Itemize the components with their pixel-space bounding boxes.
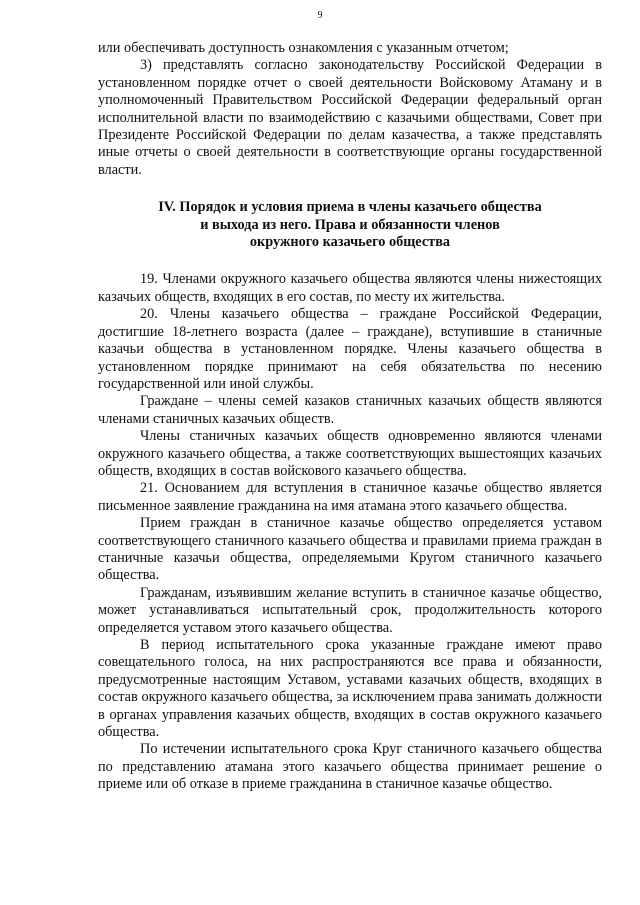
paragraph-probation: Гражданам, изъявившим желание вступить в станичное казачье общество, может устанавливаться испытательный срок, продолжительность которого определяется уставом этого казачьего общества. <box>98 584 602 636</box>
paragraph-probation-end: По истечении испытательного срока Круг станичного казачьего общества по представлению атамана этого казачьего общества принимает решение о приеме или об отказе в приеме гражданина в станичное казачье общество. <box>98 741 602 793</box>
document-body <box>98 40 602 794</box>
paragraph-continued: или обеспечивать доступность ознакомления с указанным отчетом; <box>98 40 509 56</box>
paragraph-admission: Прием граждан в станичное казачье общество определяется уставом соответствующего станичного казачьего общества и правилами приема граждан в станичные казачьи общества, определяемыми Кругом станичного казачьего общества. <box>98 515 602 584</box>
paragraph-21: 21. Основанием для вступления в станичное казачье общество является письменное заявление гражданина на имя атамана этого казачьего общества. <box>98 480 602 514</box>
section-heading-line: IV. Порядок и условия приема в члены казачьего общества <box>158 199 542 216</box>
section-heading-line: окружного казачьего общества <box>249 234 451 251</box>
section-heading <box>98 199 602 251</box>
paragraph-probation-rights: В период испытательного срока указанные граждане имеют право совещательного голоса, на них распространяются все права и обязанности, предусмотренные настоящим Уставом, уставами казачьих обществ, входящих в состав окружного казачьего общества, за исключением права занимать должности в органах управления казачьих обществ, входящих в состав окружного казачьего общества. <box>98 637 602 741</box>
paragraph-family-members: Граждане – члены семей казаков станичных казачьих обществ являются членами станичных казачьих обществ. <box>98 393 602 427</box>
section-heading-line: и выхода из него. Права и обязанности членов <box>200 216 500 233</box>
paragraph-20: 20. Члены казачьего общества – граждане Российской Федерации, достигшие 18-летнего возраста (далее – граждане), вступившие в станичные казачьи общества в установленном порядке. Члены казачьего общества в установленном порядке принимают на себя обязательства по несению государственной или иной службы. <box>98 306 602 392</box>
paragraph-item-3: 3) представлять согласно законодательству Российской Федерации в установленном порядке отчет о своей деятельности Войсковому Атаману и в уполномоченный Правительством Российской Федерации федеральный орган исполнительной власти по взаимодействию с казачьими обществами, Совет при Президенте Российской Федерации по делам казачества, а также представлять иные отчеты о своей деятельности в соответствующие органы государственной власти. <box>98 57 602 178</box>
paragraph-dual-membership: Члены станичных казачьих обществ одновременно являются членами окружного казачьего общества, а также соответствующих вышестоящих казачьих обществ, входящих в состав войскового казачьего общества. <box>98 428 602 479</box>
paragraph-19: 19. Членами окружного казачьего общества являются члены нижестоящих казачьих обществ, входящих в его состав, по месту их жительства. <box>98 271 602 305</box>
page-number: 9 <box>317 10 323 21</box>
